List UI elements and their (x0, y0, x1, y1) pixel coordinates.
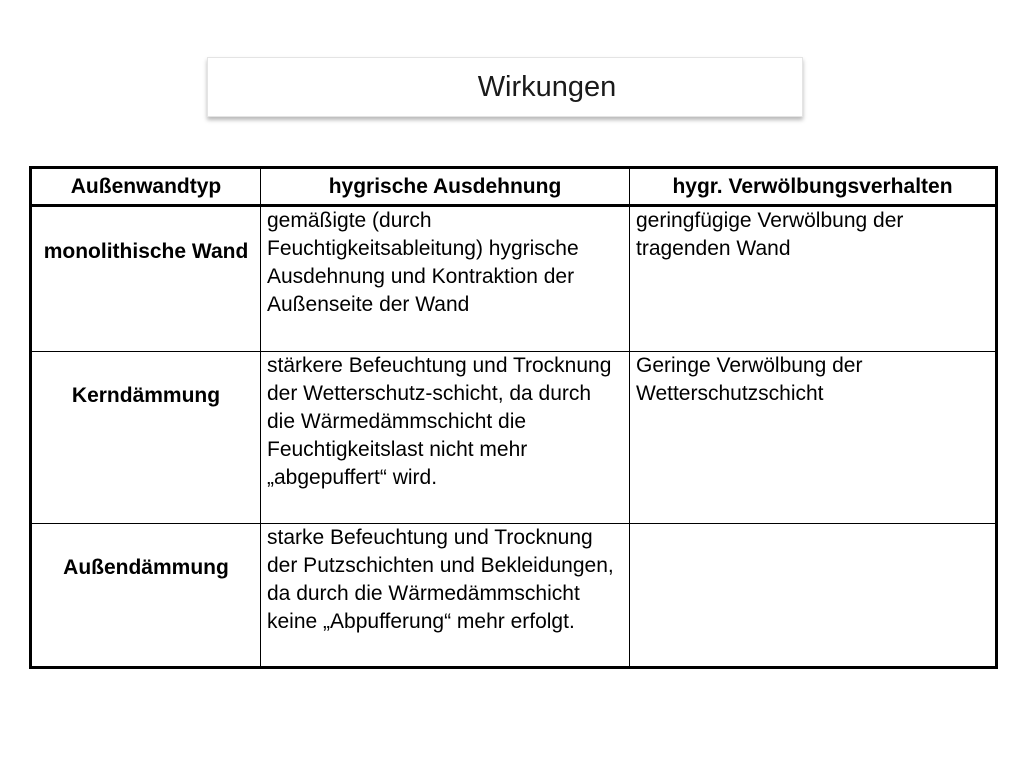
header-wall-type: Außenwandtyp (31, 168, 261, 206)
title-box (207, 57, 803, 117)
wall-type-cell (31, 206, 261, 352)
table-row (31, 352, 997, 524)
effects-table (29, 166, 998, 669)
expansion-cell: gemäßigte (durch Feuchtigkeitsableitung) hygrische Ausdehnung und Kontraktion der Außenseite der Wand (261, 206, 630, 352)
warping-cell (630, 524, 997, 668)
wall-type-label: Außendämmung (63, 556, 229, 579)
header-hygric-expansion: hygrische Ausdehnung (261, 168, 630, 206)
wall-type-label: monolithische Wand (43, 240, 249, 263)
wall-type-cell (31, 524, 261, 668)
warping-cell: Geringe Verwölbung der Wetterschutzschicht (630, 352, 997, 524)
table-row (31, 206, 997, 352)
warping-cell: geringfügige Verwölbung der tragenden Wand (630, 206, 997, 352)
wall-type-cell (31, 352, 261, 524)
page-title: Wirkungen (477, 70, 617, 103)
table-row (31, 524, 997, 668)
wall-type-label: Kerndämmung (71, 384, 221, 407)
header-warping-behavior: hygr. Verwölbungsverhalten (630, 168, 997, 206)
expansion-cell: stärkere Befeuchtung und Trocknung der Wetterschutz-schicht, da durch die Wärmedämmschicht die Feuchtigkeitslast nicht mehr „abgepuffert“ wird. (261, 352, 630, 524)
expansion-cell: starke Befeuchtung und Trocknung der Putzschichten und Bekleidungen, da durch die Wärmedämmschicht keine „Abpufferung“ mehr erfolgt. (261, 524, 630, 668)
table-header-row (31, 168, 997, 206)
